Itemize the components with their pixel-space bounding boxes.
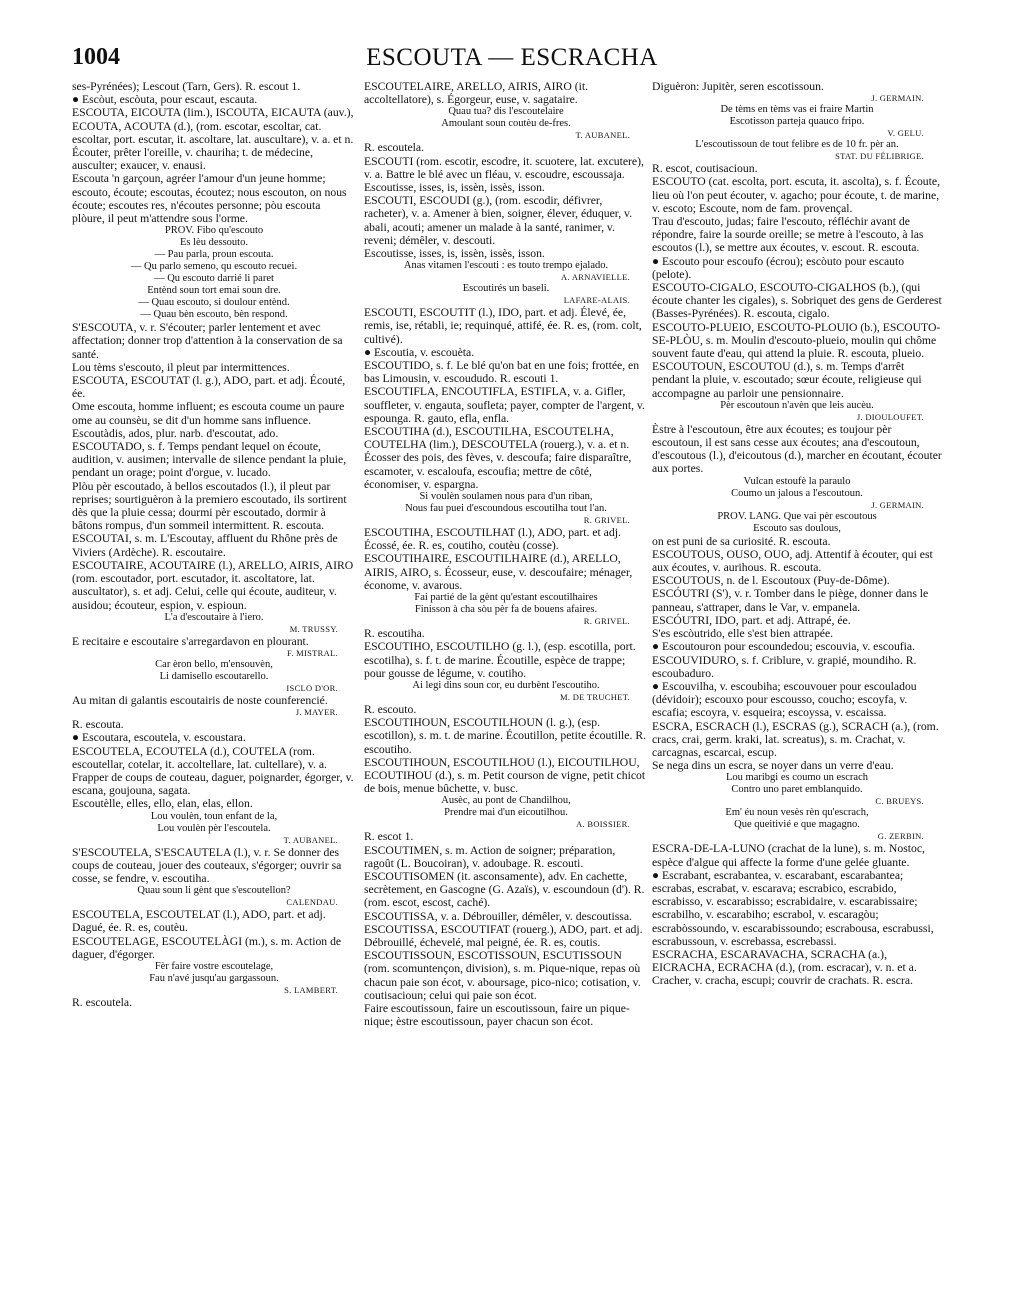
quotation-author: R. GRIVEL. — [583, 616, 630, 627]
entry-paragraph: S'ESCOUTA, v. r. S'écouter; parler lentement et avec affectation; donner trop d'attention à la conservation de sa santé. — [72, 321, 343, 361]
entry-paragraph: Escoutàdis, ados, plur. narb. d'escoutat, ado. — [72, 426, 279, 440]
entry-paragraph: ESCOUTIFLA, ENCOUTIFLA, ESTIFLA, v. a. Gifler, souffleter, v. engauta, soufleta; payer, compter de l'argent, v. espounga. R. gauto, efla, enfla. — [364, 385, 645, 425]
entry-paragraph: ESCOUTI (rom. escotir, escodre, it. scuotere, lat. excutere), v. a. Battre le blé avec un fléau, v. escoudre, escoussaja. — [364, 154, 644, 181]
quotation-line: — Qu escouto darrié li paret — [154, 273, 274, 285]
entry-paragraph: on est puni de sa curiosité. R. escouta. — [652, 534, 831, 548]
quotation-line: Lou voulèn pèr l'escoutela. — [157, 822, 271, 834]
quotation-author: M. DE TRUCHET. — [560, 691, 630, 702]
entry-paragraph: ● Escòut, escòuta, pour escaut, escauta. — [72, 93, 258, 107]
quotation-line: Pèr escoutoun n'avèn que leis aucèu. — [720, 399, 874, 411]
quotation-line: Anas vitamen l'escouti : es touto trempo ejalado. — [403, 260, 609, 272]
quotation-line: Entènd soun tort emai soun dre. — [147, 285, 281, 297]
quotation-author: R. GRIVEL. — [583, 515, 630, 526]
quotation-line: Amoulant soun coutèu de-fres. — [441, 118, 571, 130]
entry-paragraph: ses-Pyrénées); Lescout (Tarn, Gers). R. escout 1. — [72, 80, 301, 93]
entry-paragraph: Faire escoutissoun, faire un escoutissoun, faire un pique-nique; èstre escoutissoun, payer chacun son écot. — [364, 1001, 630, 1029]
quotation-line: — Qu parlo semeno, qu escouto recuei. — [130, 261, 298, 273]
quotation-author: LAFARE-ALAIS. — [563, 295, 630, 306]
quotation-line: Fau n'avé jusqu'au gargassoun. — [149, 972, 279, 984]
entry-paragraph: ESCÓUTRI (S'), v. r. Tomber dans le piège, donner dans le panneau, s'attraper, dans le Var, v. empanela. — [652, 587, 929, 614]
entry-paragraph: ESCOUTA, EICOUTA (lim.), ISCOUTA, EICAUTA (auv.), ECOUTA, ACOUTA (d.), (rom. escotar, escoltar, cat. escoltar, port. escutar, it. ascoltare, lat. auscultare), v. a. et n. Écouter, prêter l'oreille, v. chauriha; t. de médecine, ausculter; exaucer, v. enausi. — [72, 106, 354, 173]
quotation-author: J. DIOULOUFET. — [856, 411, 924, 422]
entry-paragraph: Escoutisse, isses, is, issèn, issès, isson. — [364, 247, 545, 261]
entry-paragraph: Ome escouta, homme influent; es escouta coume un paure ome au counsèu, se dit d'un homme sans influence. — [72, 400, 345, 427]
entry-paragraph: ESCRA, ESCRACH (l.), ESCRAS (g.), SCRACH (a.), (rom. cracs, crai, germ. kraki, lat. screatus), s. m. Crachat, v. carcagnas, escarcai, escup. — [652, 719, 939, 759]
entry-paragraph: ESCOUTI, ESCOUDI (g.), (rom. escodir, défivrer, racheter), v. a. Amener à bien, soigner, élever, éduquer, v. abali, acouti; amener un malade à la santé, ranimer, v. reveni; démêler, v. descouti. — [364, 194, 633, 247]
quotation-line: Ai legi dins soun cor, eu durbènt l'escoutiho. — [412, 679, 600, 691]
entry-paragraph: Diguèron: Jupitèr, seren escotissoun. — [652, 80, 824, 93]
entry-paragraph: R. escoutiha. — [364, 627, 425, 641]
entry-paragraph: ● Escouvilha, v. escoubiha; escouvouer pour escouladou (dévidoir); escouxo pour escousso, coucho; escoyfa, v. escafia; escoyra, v. esqueira; escoyssa, v. escaissa. — [652, 679, 917, 720]
entry-paragraph: ESCOUTAIRE, ACOUTAIRE (l.), ARELLO, AIRIS, AIRO (rom. escoutador, port. escutador, it. ascoltatore, lat. auscultator), s. et adj. Celui, celle qui écoute, auditeur, v. ausidou; écouteur, espion, v. espioun. — [72, 558, 354, 612]
quotation-line: Li damisello escoutarello. — [159, 670, 269, 682]
quotation-line: PROV. Fibo qu'escouto — [164, 225, 264, 237]
entry-paragraph: ESCOUTIHA (d.), ESCOUTILHA, ESCOUTELHA, COUTELHA (lim.), DESCOUTELA (rouerg.), v. a. et n. Écosser des pois, des fèves, v. descoufa; faire disparaître, escamoter, v. escaloufa, escoufia; mettre de côté, économiser, v. espargna. — [364, 425, 632, 491]
quotation-author: A. ARNAVIELLE. — [561, 272, 630, 283]
entry-paragraph: ESCOUTIDO, s. f. Le blé qu'on bat en une fois; frottée, en bas Limousin, v. escoududo. R. escouti 1. — [364, 359, 640, 386]
quotation-author: G. ZERBIN. — [877, 831, 924, 842]
entry-paragraph: ESCOUTELAGE, ESCOUTELÀGI (m.), s. m. Action de daguer, d'égorger. — [72, 934, 342, 961]
quotation-line: Lou maribgi es coumo un escrach — [726, 772, 868, 784]
quotation-line: Coumo un jalous a l'escoutoun. — [731, 487, 863, 499]
column-left — [72, 80, 356, 1290]
entry-paragraph: ESCOUTO-CIGALO, ESCOUTO-CIGALHOS (b.), (qui écoute chanter les cigales), s. Sobriquet des gens de Gerderest (Basses-Pyrénées). R. escouta, cigalo. — [652, 281, 942, 321]
entry-paragraph: ESCRACHA, ESCARAVACHA, SCRACHA (a.), EICRACHA, ECRACHA (d.), (rom. escracar), v. n. et a. Cracher, v. cracha, escupi; couvrir de crachats. R. escra. — [652, 947, 917, 988]
entry-paragraph: Èstre à l'escoutoun, être aux écoutes; es toujour pèr escoutoun, il est sans cesse aux écoutes; ana d'escoutoun, d'escoutous (l.), d'eicoutous (d.), marcher en écoutant, écouter aux portes. — [652, 422, 942, 476]
entry-paragraph: R. escoutela. — [364, 141, 425, 155]
entry-paragraph: ESCOUTA, ESCOUTAT (l. g.), ADO, part. et adj. Écouté, ée. — [72, 374, 346, 401]
entry-paragraph: ESCOUTISSA, ESCOUTIFAT (rouerg.), ADO, part. et adj. Débrouillé, échevelé, mal peigné, ée. R. es, coutis. — [364, 922, 643, 949]
quotation-author: M. TRUSSY. — [289, 623, 338, 634]
quotation-author: F. MISTRAL. — [286, 647, 338, 658]
entry-paragraph: ● Escoutouron pour escoundedou; escouvia, v. escoufia. — [652, 640, 916, 654]
entry-paragraph: ESCOUTELA, ECOUTELA (d.), COUTELA (rom. escoutellar, cotelar, it. accoltellare, lat. cultellare), v. a. Frapper de coups de couteau, daguer, poignarder, égorger, v. escana, goujouna, sagata. — [72, 744, 354, 798]
quotation-line: Escoutirés un baseli. — [462, 283, 550, 295]
entry-paragraph: ESCOUTADO, s. f. Temps pendant lequel on écoute, audition, v. ausimen; intervalle de silence pendant la pluie, pendant un orage; point d'orgue, v. lucado. — [72, 440, 347, 480]
quotation-line: Que queitivié e que magagno. — [734, 819, 860, 831]
quotation-author: S. LAMBERT. — [284, 984, 338, 995]
quotation-line: Ausèc, au pont de Chandilhou, — [441, 795, 571, 807]
entry-paragraph: ESCOUTI, ESCOUTIT (l.), IDO, part. et adj. Élevé, ée, remis, ise, rétabli, ie; requinqué, attifé, ée. R. es, (rom. colt, cultivé). — [364, 306, 642, 346]
entry-paragraph: ● Escouto pour escoufo (écrou); escòuto pour escauto (pelote). — [652, 254, 905, 281]
entry-paragraph: ESCOUTOUS, n. de l. Escoutoux (Puy-de-Dôme). — [652, 574, 890, 588]
entry-paragraph: ESCOUTOUN, ESCOUTOU (d.), s. m. Temps d'arrêt pendant la pluie, v. escoutado; sœur écoute, religieuse qui accompagne au parloir une pensionnaire. — [652, 360, 922, 400]
quotation-author: ISCLO D'OR. — [286, 682, 338, 693]
quotation-line: PROV. LANG. Que vai pèr escoutous — [717, 510, 877, 522]
entry-paragraph: Trau d'escouto, judas; faire l'escouto, réfléchir avant de répondre, faire la sourde oreille; se metre à l'escouto, à las escoutos (l.), se mettre aux écoutes, v. escout. R. escouta. — [652, 215, 924, 255]
quotation-line: Contro uno paret emblanquido. — [731, 784, 863, 796]
entry-paragraph: ESCOUTELA, ESCOUTELAT (l.), ADO, part. et adj. Dagué, ée. R. es, coutèu. — [72, 908, 326, 935]
entry-paragraph: ESCOUTISSOUN, ESCOTISSOUN, ESCUTISSOUN (rom. scomuntençon, division), s. m. Pique-nique, repas où chacun paie son écot, v. aboursage, pico-nico; cotisation, v. coutisacioun; celui qui paie son écot. — [364, 949, 641, 1002]
entry-paragraph: ESCOUTIHAIRE, ESCOUTILHAIRE (d.), ARELLO, AIRIS, AIRO, s. Écosseur, euse, v. descoufaire; ménager, économe, v. avarous. — [364, 552, 633, 592]
quotation-line: Prendre mai d'un eicoutilhou. — [444, 807, 568, 819]
entry-paragraph: E recitaire e escoutaire s'arregardavon en plourant. — [72, 634, 309, 648]
quotation-author: T. AUBANEL. — [283, 834, 338, 845]
quotation-line: Escotisson parteja quauco fripo. — [729, 116, 865, 128]
quotation-author: T. AUBANEL. — [575, 130, 630, 141]
entry-paragraph: R. escouto. — [364, 702, 417, 716]
entry-paragraph: ● Escoutara, escoutela, v. escoustara. — [72, 731, 246, 745]
entry-paragraph: ESCOUVIDURO, s. f. Criblure, v. grapié, moundiho. R. escoubaduro. — [652, 653, 917, 680]
entry-paragraph: Lou tèms s'escouto, il pleut par intermittences. — [72, 360, 290, 374]
entry-paragraph: Se nega dins un escra, se noyer dans un verre d'eau. — [652, 759, 894, 773]
quotation-line: De tèms en tèms vas ei fraire Martin — [720, 104, 874, 116]
entry-paragraph: ● Escoutia, v. escouèta. — [364, 345, 475, 359]
entry-paragraph: Plòu pèr escoutado, à bellos escoutados (l.), il pleut par reprises; sourtiguèron à la premiero escoutado, ils sortirent dès que la pluie cessa; dourmi pèr escoutado, dormir à bâtons rompus, d'un sommeil intermittent. R. escouta. — [72, 479, 347, 533]
entry-paragraph: ESCOUTIHOUN, ESCOUTILHOU (l.), EICOUTILHOU, ECOUTIHOU (d.), s. m. Petit courson de vigne, petit chicot de bois, menue bûchette, v. busc. — [364, 755, 646, 796]
quotation-author: A. BOISSIER. — [576, 819, 630, 830]
entry-paragraph: Escoutisse, isses, is, issèn, issès, isson. — [364, 181, 545, 195]
quotation-line: Finisson à cha sòu pèr fa de bouens afaires. — [414, 604, 598, 616]
quotation-author: J. MAYER. — [295, 707, 338, 718]
quotation-line: Car èron bello, m'ensouvèn, — [155, 658, 273, 670]
quotation-author: V. GELU. — [887, 128, 924, 139]
quotation-line: Si voulèn soulamen nous para d'un riban, — [419, 491, 593, 503]
entry-paragraph: ESCOUTISOMEN (it. asconsamente), adv. En cachette, secrètement, en Gascogne (G. Azaïs), v. escoundoun (d'). R. (rom. escot, escost, caché). — [364, 869, 645, 910]
entry-paragraph: ESCOUTELAIRE, ARELLO, AIRIS, AIRO (it. accoltellatore), s. Égorgeur, euse, v. sagataire. — [364, 80, 589, 107]
entry-paragraph: ESCRA-DE-LA-LUNO (crachat de la lune), s. m. Nostoc, espèce d'algue qui affecte la forme d'une gelée gluante. — [652, 842, 925, 869]
entry-paragraph: S'es escòutrido, elle s'est bien attrapée. — [652, 627, 834, 641]
quotation-line: — Pau parla, proun escouta. — [154, 249, 274, 261]
entry-paragraph: R. escot, coutisacioun. — [652, 162, 758, 176]
quotation-line: Escouto sas doulous, — [753, 522, 841, 534]
quotation-line: Nous fau puei d'escoundous escoutilha tout l'an. — [405, 503, 607, 515]
running-head: ESCOUTA — ESCRACHA — [366, 44, 658, 71]
entry-paragraph: Escouta 'n garçoun, agréer l'amour d'un jeune homme; escouto, écoute; escoutas, écoutez; nous escouton, on nous écoute; escoutes res, n'écoutes personne; pòu escouta plòure, il peut m'attendre sous l'orme. — [72, 172, 347, 226]
entry-paragraph: ESCOUTIHOUN, ESCOUTILHOUN (l. g.), (esp. escotillon), s. m. t. de marine. Écoutillon, petite écoutille. R. escoutiho. — [364, 716, 647, 756]
entry-paragraph: ESCOUTOUS, OUSO, OUO, adj. Attentif à écouter, qui est aux écoutes, v. aurihous. R. escouta. — [652, 547, 933, 575]
quotation-author: J. GERMAIN. — [871, 93, 924, 104]
entry-paragraph: ESCOUTISSA, v. a. Débrouiller, démêler, v. descoutissa. — [364, 909, 632, 923]
quotation-line: Fai partié de la gènt qu'estant escoutilhaires — [414, 592, 598, 604]
quotation-line: Quau soun li gènt que s'escoutellon? — [137, 885, 291, 897]
entry-paragraph: Au mitan di galantis escoutairis de noste counferencié. — [72, 693, 328, 707]
entry-paragraph: ESCOUTAI, s. m. L'Escoutay, affluent du Rhône près de Viviers (Ardèche). R. escoutaire. — [72, 532, 338, 559]
quotation-line: — Quau bèn escouto, bèn respond. — [140, 309, 288, 321]
entry-paragraph: ESCÓUTRI, IDO, part. et adj. Attrapé, ée. — [652, 613, 851, 627]
entry-paragraph: R. escouta. — [72, 718, 124, 732]
quotation-line: L'escoutissoun de tout felibre es de 10 fr. pèr an. — [695, 139, 899, 151]
quotation-author: CALENDAU. — [286, 897, 338, 908]
column-right — [652, 80, 942, 1290]
quotation-author: J. GERMAIN. — [871, 499, 924, 510]
entry-paragraph: S'ESCOUTELA, S'ESCAUTELA (l.), v. r. Se donner des coups de couteau, jouer des couteaux, s'égorger; ouvrir sa cosse, se fendre, v. escoutiha. — [72, 845, 342, 885]
entry-paragraph: Escoutèlle, elles, ello, elan, elas, ellon. — [72, 797, 253, 811]
page-number: 1004 — [72, 44, 120, 70]
quotation-line: Em' éu noun vesès rèn qu'escrach, — [725, 807, 869, 819]
entry-paragraph: ESCOUTO (cat. escolta, port. escuta, it. ascolta), s. f. Écoute, lieu où l'on peut écouter, v. agacho; pour écoute, t. de marine, v. escoto; Escoute, nom de fam. provençal. — [652, 175, 940, 215]
quotation-author: STAT. DU FÉLIBRIGE. — [835, 151, 924, 162]
entry-paragraph: ESCOUTO-PLUEIO, ESCOUTO-PLOUIO (b.), ESCOUTO-SE-PLÒU, s. m. Moulin d'escouto-plueio, moulin qui chôme souvent faute d'eau, qui attend la pluie. R. escouta, plueio. — [652, 320, 941, 361]
quotation-line: L'a d'escoutaire à l'iero. — [164, 611, 264, 623]
page-header — [72, 44, 952, 74]
quotation-line: — Quau escouto, si doulour entènd. — [138, 297, 290, 309]
quotation-author: C. BRUEYS. — [875, 796, 924, 807]
column-middle — [364, 80, 648, 1290]
entry-paragraph: ESCOUTIMEN, s. m. Action de soigner; préparation, ragoût (L. Boucoiran), v. adoubage. R. escouti. — [364, 843, 616, 870]
quotation-line: Fèr faire vostre escoutelage, — [154, 960, 274, 972]
quotation-line: Quau tua? dis l'escoutelaire — [448, 106, 564, 118]
entry-paragraph: R. escot 1. — [364, 830, 414, 844]
quotation-line: Vulcan estoufè la paraulo — [743, 475, 851, 487]
entry-paragraph: ● Escrabant, escrabantea, v. escarabant, escarabantea; escrabas, escrabat, v. escarava; escrabico, escrabido, escrabisso, v. escarabisso; escrabidaire, v. escarabissaire; escrabilho, v. escarabiho; escrabol, v. escaragòu; escrabòssoundo, v. escarabissoundo; escrabousa, escrabussi, escrabussoun, v. escrebassa, escrebassi. — [652, 868, 934, 948]
entry-paragraph: ESCOUTIHA, ESCOUTILHAT (l.), ADO, part. et adj. Écossé, ée. R. es, coutiho, coutèu (cosse). — [364, 526, 621, 553]
quotation-line: Es lèu dessouto. — [180, 237, 248, 249]
entry-paragraph: ESCOUTIHO, ESCOUTILHO (g. l.), (esp. escotilla, port. escotilha), s. f. t. de marine. Écoutille, espèce de trappe; pour gousse de légume, v. coutiho. — [364, 640, 636, 680]
entry-paragraph: R. escoutela. — [72, 995, 133, 1009]
quotation-line: Lou voulèn, toun enfant de la, — [150, 810, 278, 822]
